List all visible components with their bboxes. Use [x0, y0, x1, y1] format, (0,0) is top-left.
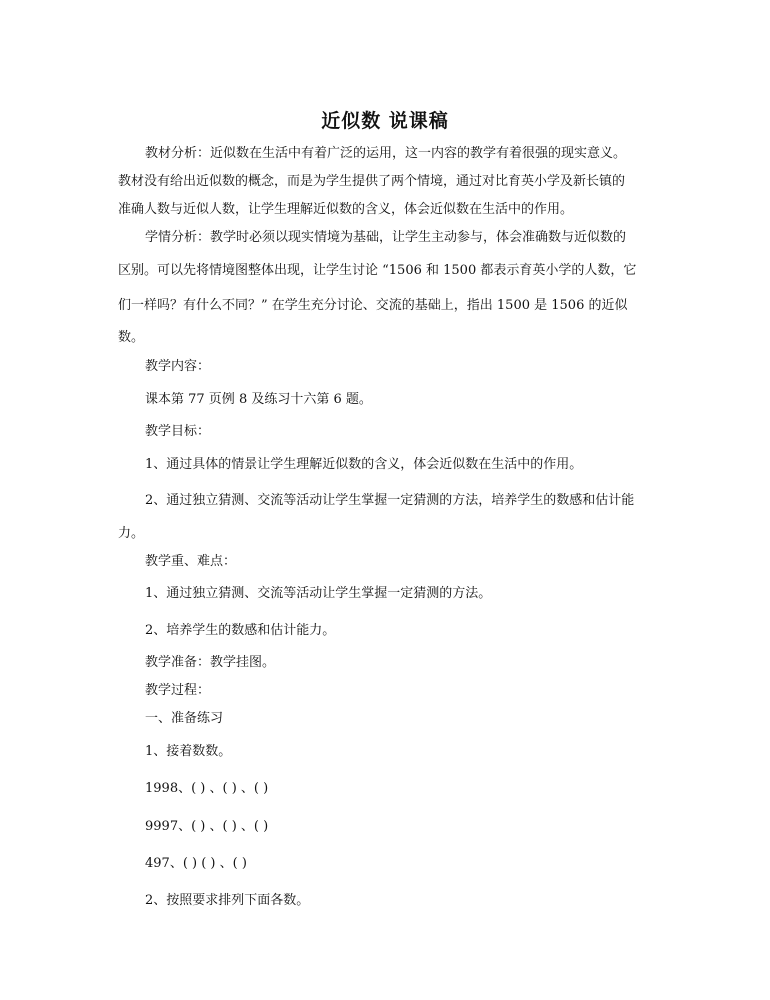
paragraph-line: 学情分析：教学时必须以现实情境为基础，让学生主动参与，体会准确数与近似数的 [145, 230, 627, 245]
list-item: 1、通过独立猜测、交流等活动让学生掌握一定猜测的方法。 [145, 586, 492, 601]
section-heading: 教学过程： [145, 683, 211, 698]
paragraph-line: 数。 [118, 330, 145, 345]
exercise-line: 497、( ) ( ) 、( ) [145, 856, 247, 871]
list-item: 1、通过具体的情景让学生理解近似数的含义，体会近似数在生活中的作用。 [145, 457, 583, 472]
section-heading: 教学准备：教学挂图。 [145, 655, 276, 670]
paragraph-line: 们一样吗？有什么不同？” 在学生充分讨论、交流的基础上，指出 1500 是 1506 的近似 [118, 298, 628, 313]
list-item: 2、培养学生的数感和估计能力。 [145, 623, 336, 638]
paragraph-line: 教材没有给出近似数的概念，而是为学生提供了两个情境，通过对比育英小学及新长镇的 [118, 174, 626, 189]
section-heading: 教学重、难点： [145, 554, 237, 569]
paragraph-line: 课本第 77 页例 8 及练习十六第 6 题。 [145, 392, 372, 407]
section-heading: 教学目标： [145, 424, 211, 439]
paragraph-line: 力。 [118, 526, 145, 541]
section-heading: 一、准备练习 [145, 711, 224, 726]
exercise-line: 1998、( ) 、( ) 、( ) [145, 781, 269, 796]
section-heading: 教学内容： [145, 359, 211, 374]
paragraph-line: 区别。可以先将情境图整体出现，让学生讨论 “1506 和 1500 都表示育英小学的人数，它 [118, 263, 637, 278]
list-item: 1、接着数数。 [145, 744, 232, 759]
list-item: 2、按照要求排列下面各数。 [145, 893, 310, 908]
exercise-line: 9997、( ) 、( ) 、( ) [145, 819, 269, 834]
paragraph-line: 教材分析：近似数在生活中有着广泛的运用，这一内容的教学有着很强的现实意义。 [145, 146, 627, 161]
document-title: 近似数 说课稿 [321, 110, 449, 132]
paragraph-line: 准确人数与近似人数，让学生理解近似数的含义，体会近似数在生活中的作用。 [118, 202, 574, 217]
list-item: 2、通过独立猜测、交流等活动让学生掌握一定猜测的方法，培养学生的数感和估计能 [145, 493, 635, 508]
